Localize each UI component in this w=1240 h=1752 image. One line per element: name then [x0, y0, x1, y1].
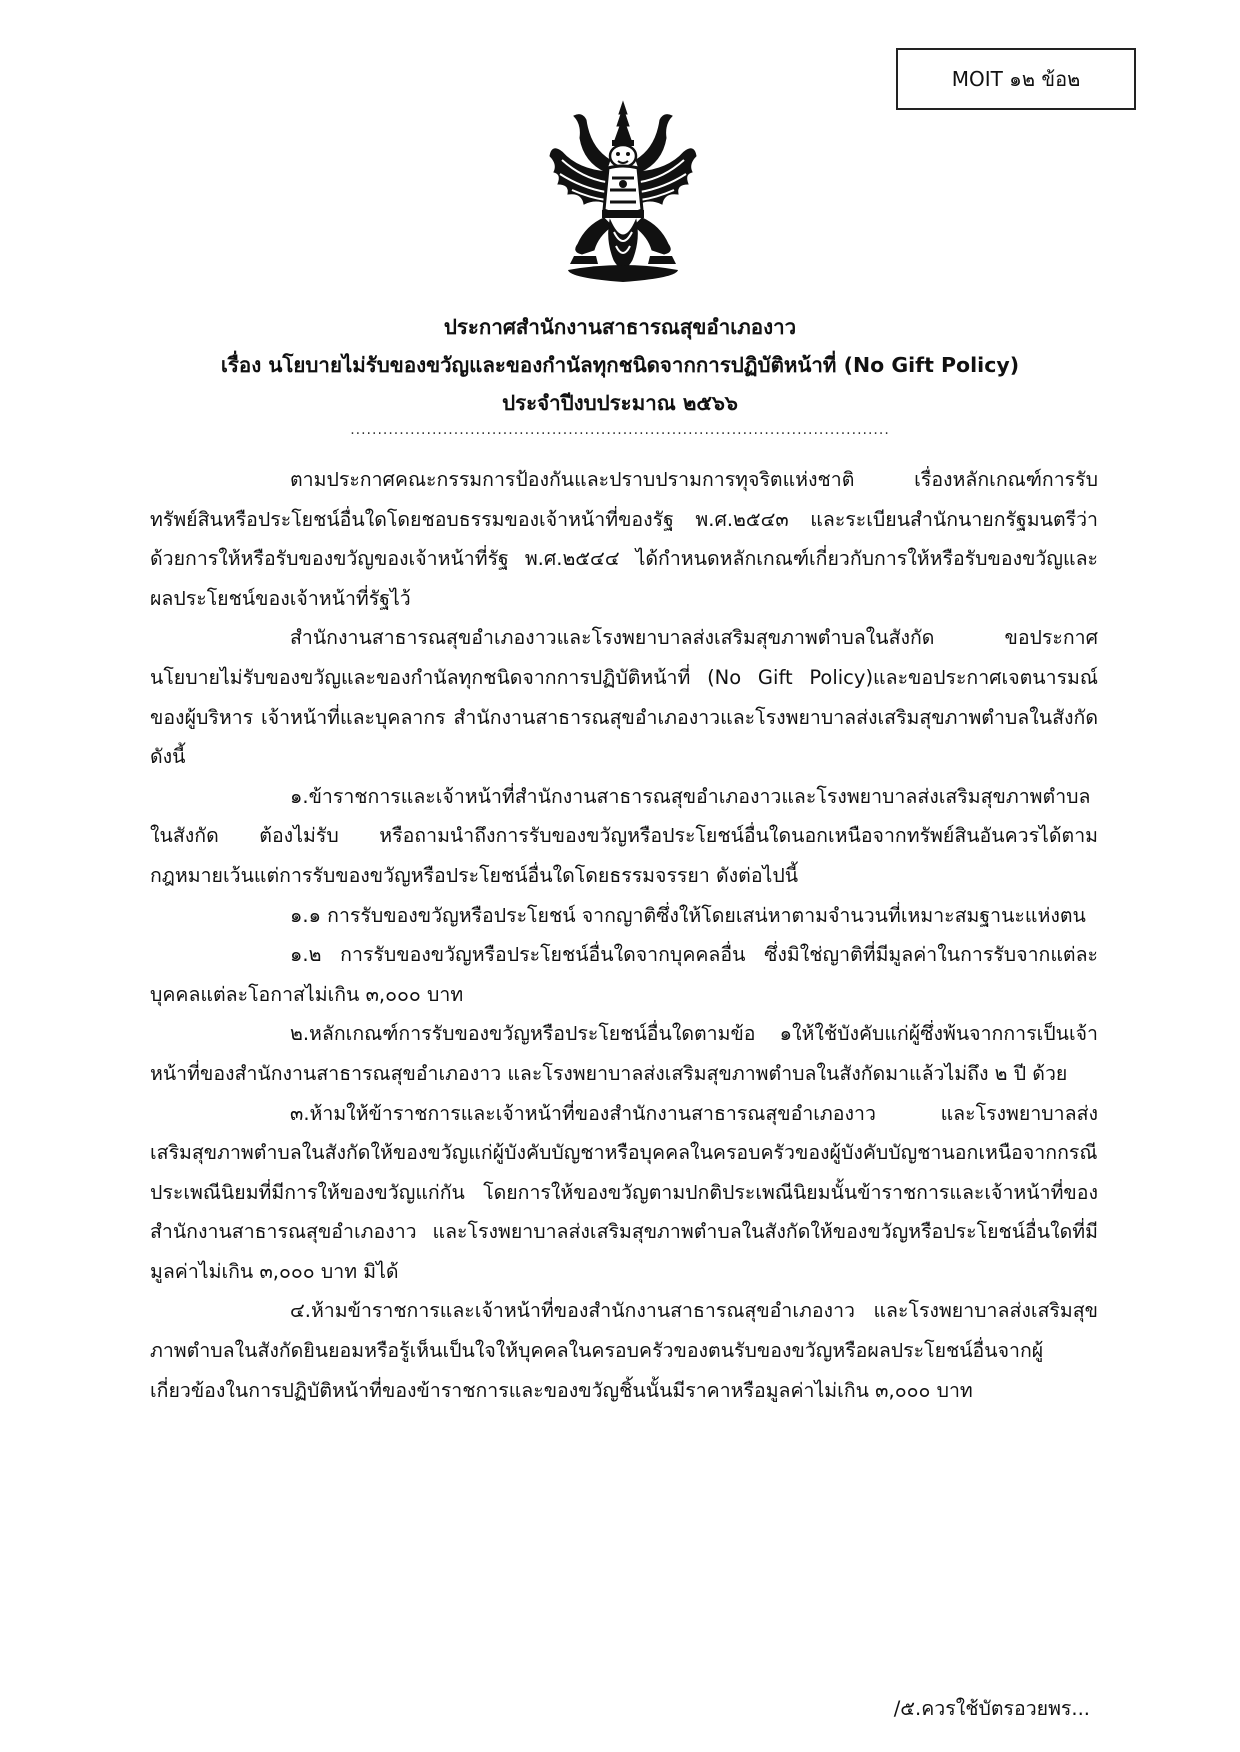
title-line-3: ประจำปีงบประมาณ ๒๕๖๖ [502, 391, 738, 415]
paragraph-item-3: ๓.ห้ามให้ข้าราชการและเจ้าหน้าที่ของสำนักงานสาธารณสุขอำเภองาว และโรงพยาบาลส่งเสริมสุขภาพตำบลในสังกัดให้ของขวัญแก่ผู้บังคับบัญชาหรือบุคคลในครอบครัวของผู้บังคับบัญชานอกเหนือจากกรณีประเพณีนิยมที่มีการให้ของขวัญแก่กัน โดยการให้ของขวัญตามปกติประเพณีนิยมนั้นข้าราชการและเจ้าหน้าที่ของสำนักงานสาธารณสุขอำเภองาว และโรงพยาบาลส่งเสริมสุขภาพตำบลในสังกัดให้ของขวัญหรือประโยชน์อื่นใดที่มีมูลค่าไม่เกิน ๓,๐๐๐ บาท มิได้ [150, 1101, 1098, 1283]
title-divider: ................................................................................................... [350, 422, 890, 438]
garuda-emblem-icon [548, 100, 698, 285]
ref-code-text: MOIT ๑๒ ข้อ๒ [951, 67, 1081, 91]
announcement-title [120, 308, 1120, 422]
paragraph-intro: ตามประกาศคณะกรรมการป้องกันและปราบปรามการทุจริตแห่งชาติ เรื่องหลักเกณฑ์การรับทรัพย์สินหรือประโยชน์อื่นใดโดยชอบธรรมของเจ้าหน้าที่ของรัฐ พ.ศ.๒๕๔๓ และระเบียนสำนักนายกรัฐมนตรีว่าด้วยการให้หรือรับของขวัญของเจ้าหน้าที่รัฐ พ.ศ.๒๕๔๔ ได้กำหนดหลักเกณฑ์เกี่ยวกับการให้หรือรับของขวัญและผลประโยชน์ของเจ้าหน้าที่รัฐไว้ [150, 468, 1098, 610]
paragraph-item-1: ๑.ข้าราชการและเจ้าหน้าที่สำนักงานสาธารณสุขอำเภองาวและโรงพยาบาลส่งเสริมสุขภาพตำบลในสังกัด ต้องไม่รับ หรือถามนำถึงการรับของขวัญหรือประโยชน์อื่นใดนอกเหนือจากทรัพย์สินอันควรได้ตามกฎหมายเว้นแต่การรับของขวัญหรือประโยชน์อื่นใดโดยธรรมจรรยา ดังต่อไปนี้ [150, 784, 1098, 887]
document-ref-code [896, 48, 1136, 110]
paragraph-item-4: ๔.ห้ามข้าราชการและเจ้าหน้าที่ของสำนักงานสาธารณสุขอำเภองาว และโรงพยาบาลส่งเสริมสุขภาพตำบลในสังกัดยินยอมหรือรู้เห็นเป็นใจให้บุคคลในครอบครัวของตนรับของขวัญหรือผลประโยชน์อื่นจากผู้เกี่ยวข้องในการปฏิบัติหน้าที่ของข้าราชการและของขวัญชิ้นนั้นมีราคาหรือมูลค่าไม่เกิน ๓,๐๐๐ บาท [150, 1299, 1098, 1402]
paragraph-item-1-1: ๑.๑ การรับของขวัญหรือประโยชน์ จากญาติซึ่งให้โดยเสน่หาตามจำนวนที่เหมาะสมฐานะแห่งตน [290, 903, 1086, 927]
title-line-2: เรื่อง นโยบายไม่รับของขวัญและของกำนัลทุกชนิดจากการปฏิบัติหน้าที่ (No Gift Policy) [220, 353, 1020, 377]
paragraph-declaration: สำนักงานสาธารณสุขอำเภองาวและโรงพยาบาลส่งเสริมสุขภาพตำบลในสังกัด ขอประกาศนโยบายไม่รับของขวัญและของกำนัลทุกชนิดจากการปฏิบัติหน้าที่ (No Gift Policy)และขอประกาศเจตนารมณ์ของผู้บริหาร เจ้าหน้าที่และบุคลากร สำนักงานสาธารณสุขอำเภองาวและโรงพยาบาลส่งเสริมสุขภาพตำบลในสังกัด ดังนี้ [150, 626, 1098, 769]
title-line-1: ประกาศสำนักงานสาธารณสุขอำเภองาว [443, 315, 797, 339]
page-continuation: /๕.ควรใช้บัตรอวยพร... [893, 1697, 1090, 1720]
paragraph-item-2: ๒.หลักเกณฑ์การรับของขวัญหรือประโยชน์อื่นใดตามข้อ ๑ให้ใช้บังคับแก่ผู้ซึ่งพ้นจากการเป็นเจ้าหน้าที่ของสำนักงานสาธารณสุขอำเภองาว และโรงพยาบาลส่งเสริมสุขภาพตำบลในสังกัดมาแล้วไม่ถึง ๒ ปี ด้วย [150, 1022, 1098, 1085]
paragraph-item-1-2: ๑.๒ การรับของขวัญหรือประโยชน์อื่นใดจากบุคคลอื่น ซึ่งมิใช่ญาติที่มีมูลค่าในการรับจากแต่ละบุคคลแต่ละโอกาสไม่เกิน ๓,๐๐๐ บาท [150, 943, 1098, 1006]
announcement-body [150, 460, 1098, 1410]
